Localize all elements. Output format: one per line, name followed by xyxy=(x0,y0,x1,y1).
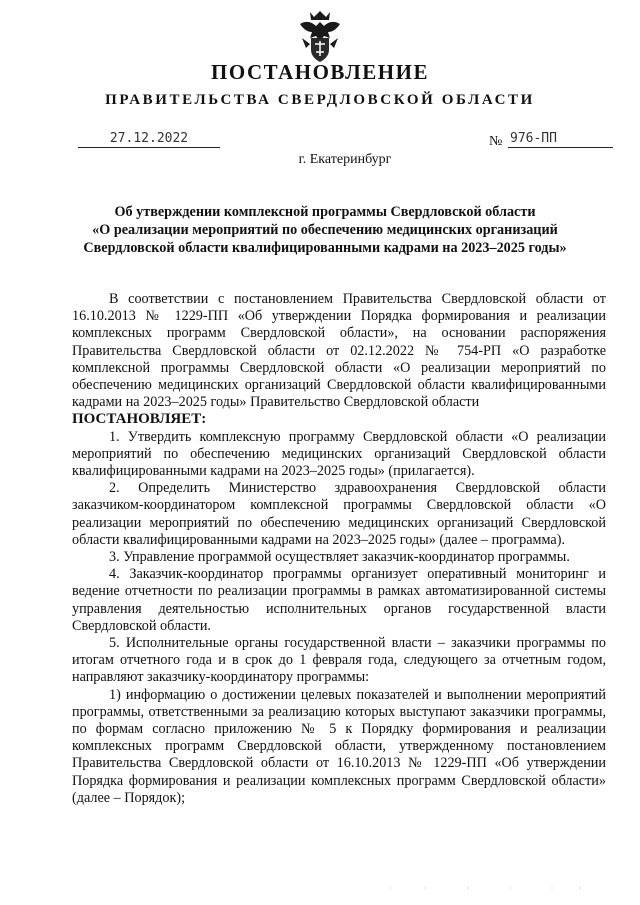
heading-line: Об утверждении комплексной программы Свердловской области xyxy=(114,204,536,220)
coat-of-arms-icon xyxy=(296,8,344,64)
item-paragraph: 3. Управление программой осуществляет заказчик-координатор программы. xyxy=(109,549,570,566)
scan-artifact xyxy=(380,886,590,890)
resolve-heading: ПОСТАНОВЛЯЕТ: xyxy=(72,411,207,428)
document-date: 27.12.2022 xyxy=(78,131,220,148)
preamble-paragraph: В соответствии с постановлением Правительства Свердловской области от 16.10.2013 № 1229-ПП «Об утверждении Порядка формирования и реализации комплексных программ Свердловской области», на основании распоряжения Правительства Свердловской области от 02.12.2022 № 754-РП «О разработке комплексной программы Свердловской области «О реализации мероприятий по обеспечению медицинских организаций Свердловской области квалифицированными кадрами на 2023–2025 годы» Правительство Свердловской области xyxy=(72,291,606,411)
document-body xyxy=(72,291,606,807)
item-paragraph: 1) информацию о достижении целевых показателей и выполнении мероприятий программы, ответственными за реализацию которых выступают заказчики программы, по формам согласно приложению № 5 к Порядку формирования и реализации комплексных программ Свердловской области, утвержденному постановлением Правительства Свердловской области от 16.10.2013 № 1229-ПП «Об утверждении Порядка формирования и реализации комплексных программ Свердловской области» (далее – Порядок); xyxy=(72,686,606,806)
document-city: г. Екатеринбург xyxy=(298,152,392,167)
item-paragraph: 1. Утвердить комплексную программу Свердловской области «О реализации мероприятий по обеспечению медицинских организаций Свердловской области квалифицированными кадрами на 2023–2025 годы» (прилагается). xyxy=(72,428,606,480)
heading-line: Свердловской области квалифицированными кадрами на 2023–2025 годы» xyxy=(83,240,567,256)
item-paragraph: 2. Определить Министерство здравоохранения Свердловской области заказчиком-координатором комплексной программы Свердловской области «О реализации мероприятий по обеспечению медицинских организаций Свердловской области квалифицированными кадрами на 2023–2025 годы» (далее – программа). xyxy=(72,480,606,548)
document-heading xyxy=(60,203,590,257)
item-paragraph: 5. Исполнительные органы государственной власти – заказчики программы по итогам отчетного года и в срок до 1 февраля года, следующего за отчетным годом, направляют заказчику-координатору программы: xyxy=(72,635,606,686)
document-subtitle: ПРАВИТЕЛЬСТВА СВЕРДЛОВСКОЙ ОБЛАСТИ xyxy=(105,92,535,108)
heading-line: «О реализации мероприятий по обеспечению медицинских организаций xyxy=(92,222,558,238)
number-label: № xyxy=(489,134,503,149)
document-title: ПОСТАНОВЛЕНИЕ xyxy=(211,60,429,84)
item-paragraph: 4. Заказчик-координатор программы организует оперативный мониторинг и ведение отчетности по реализации программы в рамках автоматизированной системы управления деятельностью исполнительных органов государственной власти Свердловской области. xyxy=(72,566,606,634)
document-number: 976-ПП xyxy=(508,131,613,148)
